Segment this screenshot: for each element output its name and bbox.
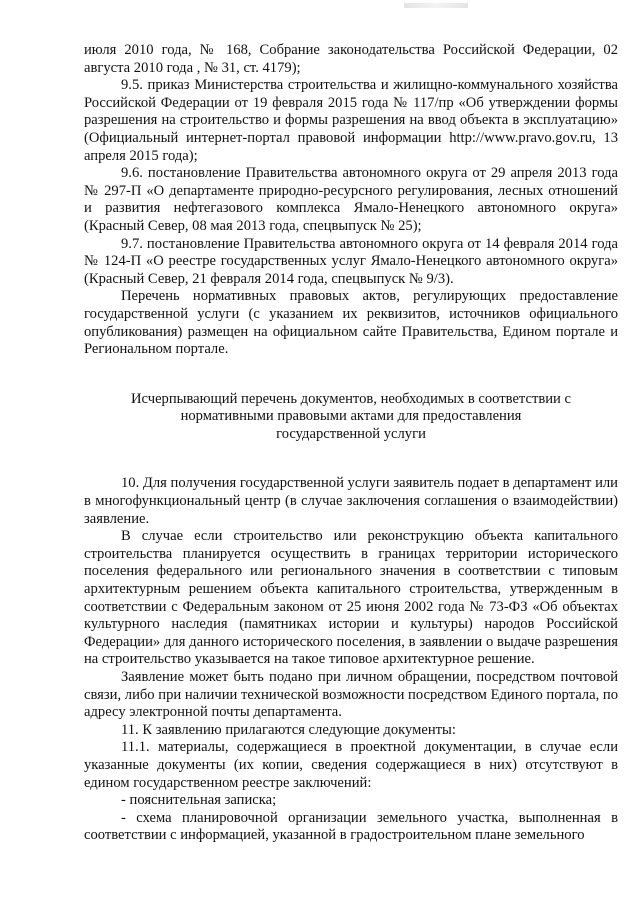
paragraph-11: 11. К заявлению прилагаются следующие документы: (121, 721, 456, 738)
heading-line: Исчерпывающий перечень документов, необходимых в соответствии с (131, 390, 571, 407)
paragraph-9-7: 9.7. постановление Правительства автономного округа от 14 февраля 2014 года № 124-П «О реестре государственных услуг Ямало-Ненецкого автономного округа» (Красный Север, 21 февраля 2014 года, спецвыпуск № 9/3). (84, 235, 618, 287)
paragraphs-before (84, 42, 618, 359)
paragraph-10: 10. Для получения государственной услуги заявитель подает в департамент или в многофункциональный центр (в случае заключения соглашения о взаимодействии) заявление. (84, 475, 618, 527)
paragraph-10-historic-settlement: В случае если строительство или реконструкцию объекта капитального строительства планируется осуществить в границах территории исторического поселения федерального или регионального значения в соответствии с типовым архитектурным решением объекта капитального строительства, утвержденным в соответствии с Федеральным законом от 25 июня 2002 года № 73-ФЗ «Об объектах культурного наследия (памятниках истории и культуры) народов Российской Федерации» для данного исторического поселения, в заявлении о выдаче разрешения на строительство указывается на такое типовое архитектурное решение. (84, 528, 618, 668)
paragraph-10-submission-methods: Заявление может быть подано при личном обращении, посредством почтовой связи, либо при наличии технической возможности посредством Единого портала, по адресу электронной почты департамента. (84, 669, 618, 721)
paragraph-legal-acts-note: Перечень нормативных правовых актов, регулирующих предоставление государственной услуги (с указанием их реквизитов, источников официального опубликования) размещен на официальном сайте Правительства, Едином портале и Региональном портале. (84, 288, 618, 358)
paragraph-11-1: 11.1. материалы, содержащиеся в проектной документации, в случае если указанные документы (их копии, сведения содержащиеся в них) отсутствуют в едином государственном реестре заключений: (84, 739, 618, 791)
scan-artifact (404, 3, 468, 8)
paragraph-9-5: 9.5. приказ Министерства строительства и жилищно-коммунального хозяйства Российской Федерации от 19 февраля 2015 года № 117/пр «Об утверждении формы разрешения на строительство и формы разрешения на ввод объекта в эксплуатацию» (Официальный интернет-портал правовой информации http://www.pravo.gov.ru, 13 апреля 2015 года); (84, 77, 618, 164)
paragraph-continuation: июля 2010 года, № 168, Собрание законодательства Российской Федерации, 02 августа 2010 года , № 31, ст. 4179); (84, 42, 618, 76)
heading-line: нормативными правовыми актами для предоставления (180, 408, 522, 425)
section-heading (84, 391, 618, 444)
heading-line: государственной услуги (276, 425, 426, 442)
list-item-explanatory-note: - пояснительная записка; (121, 792, 277, 809)
paragraph-9-6: 9.6. постановление Правительства автономного округа от 29 апреля 2013 года № 297-П «О департаменте природно-ресурсного регулирования, лесных отношений и развития нефтегазового комплекса Ямало-Ненецкого автономного округа» (Красный Север, 08 мая 2013 года, спецвыпуск № 25); (84, 165, 618, 234)
list-item-site-plan-scheme: - схема планировочной организации земельного участка, выполненная в соответствии с информацией, указанной в градостроительном плане земельного (84, 809, 618, 844)
paragraphs-after (84, 475, 618, 844)
